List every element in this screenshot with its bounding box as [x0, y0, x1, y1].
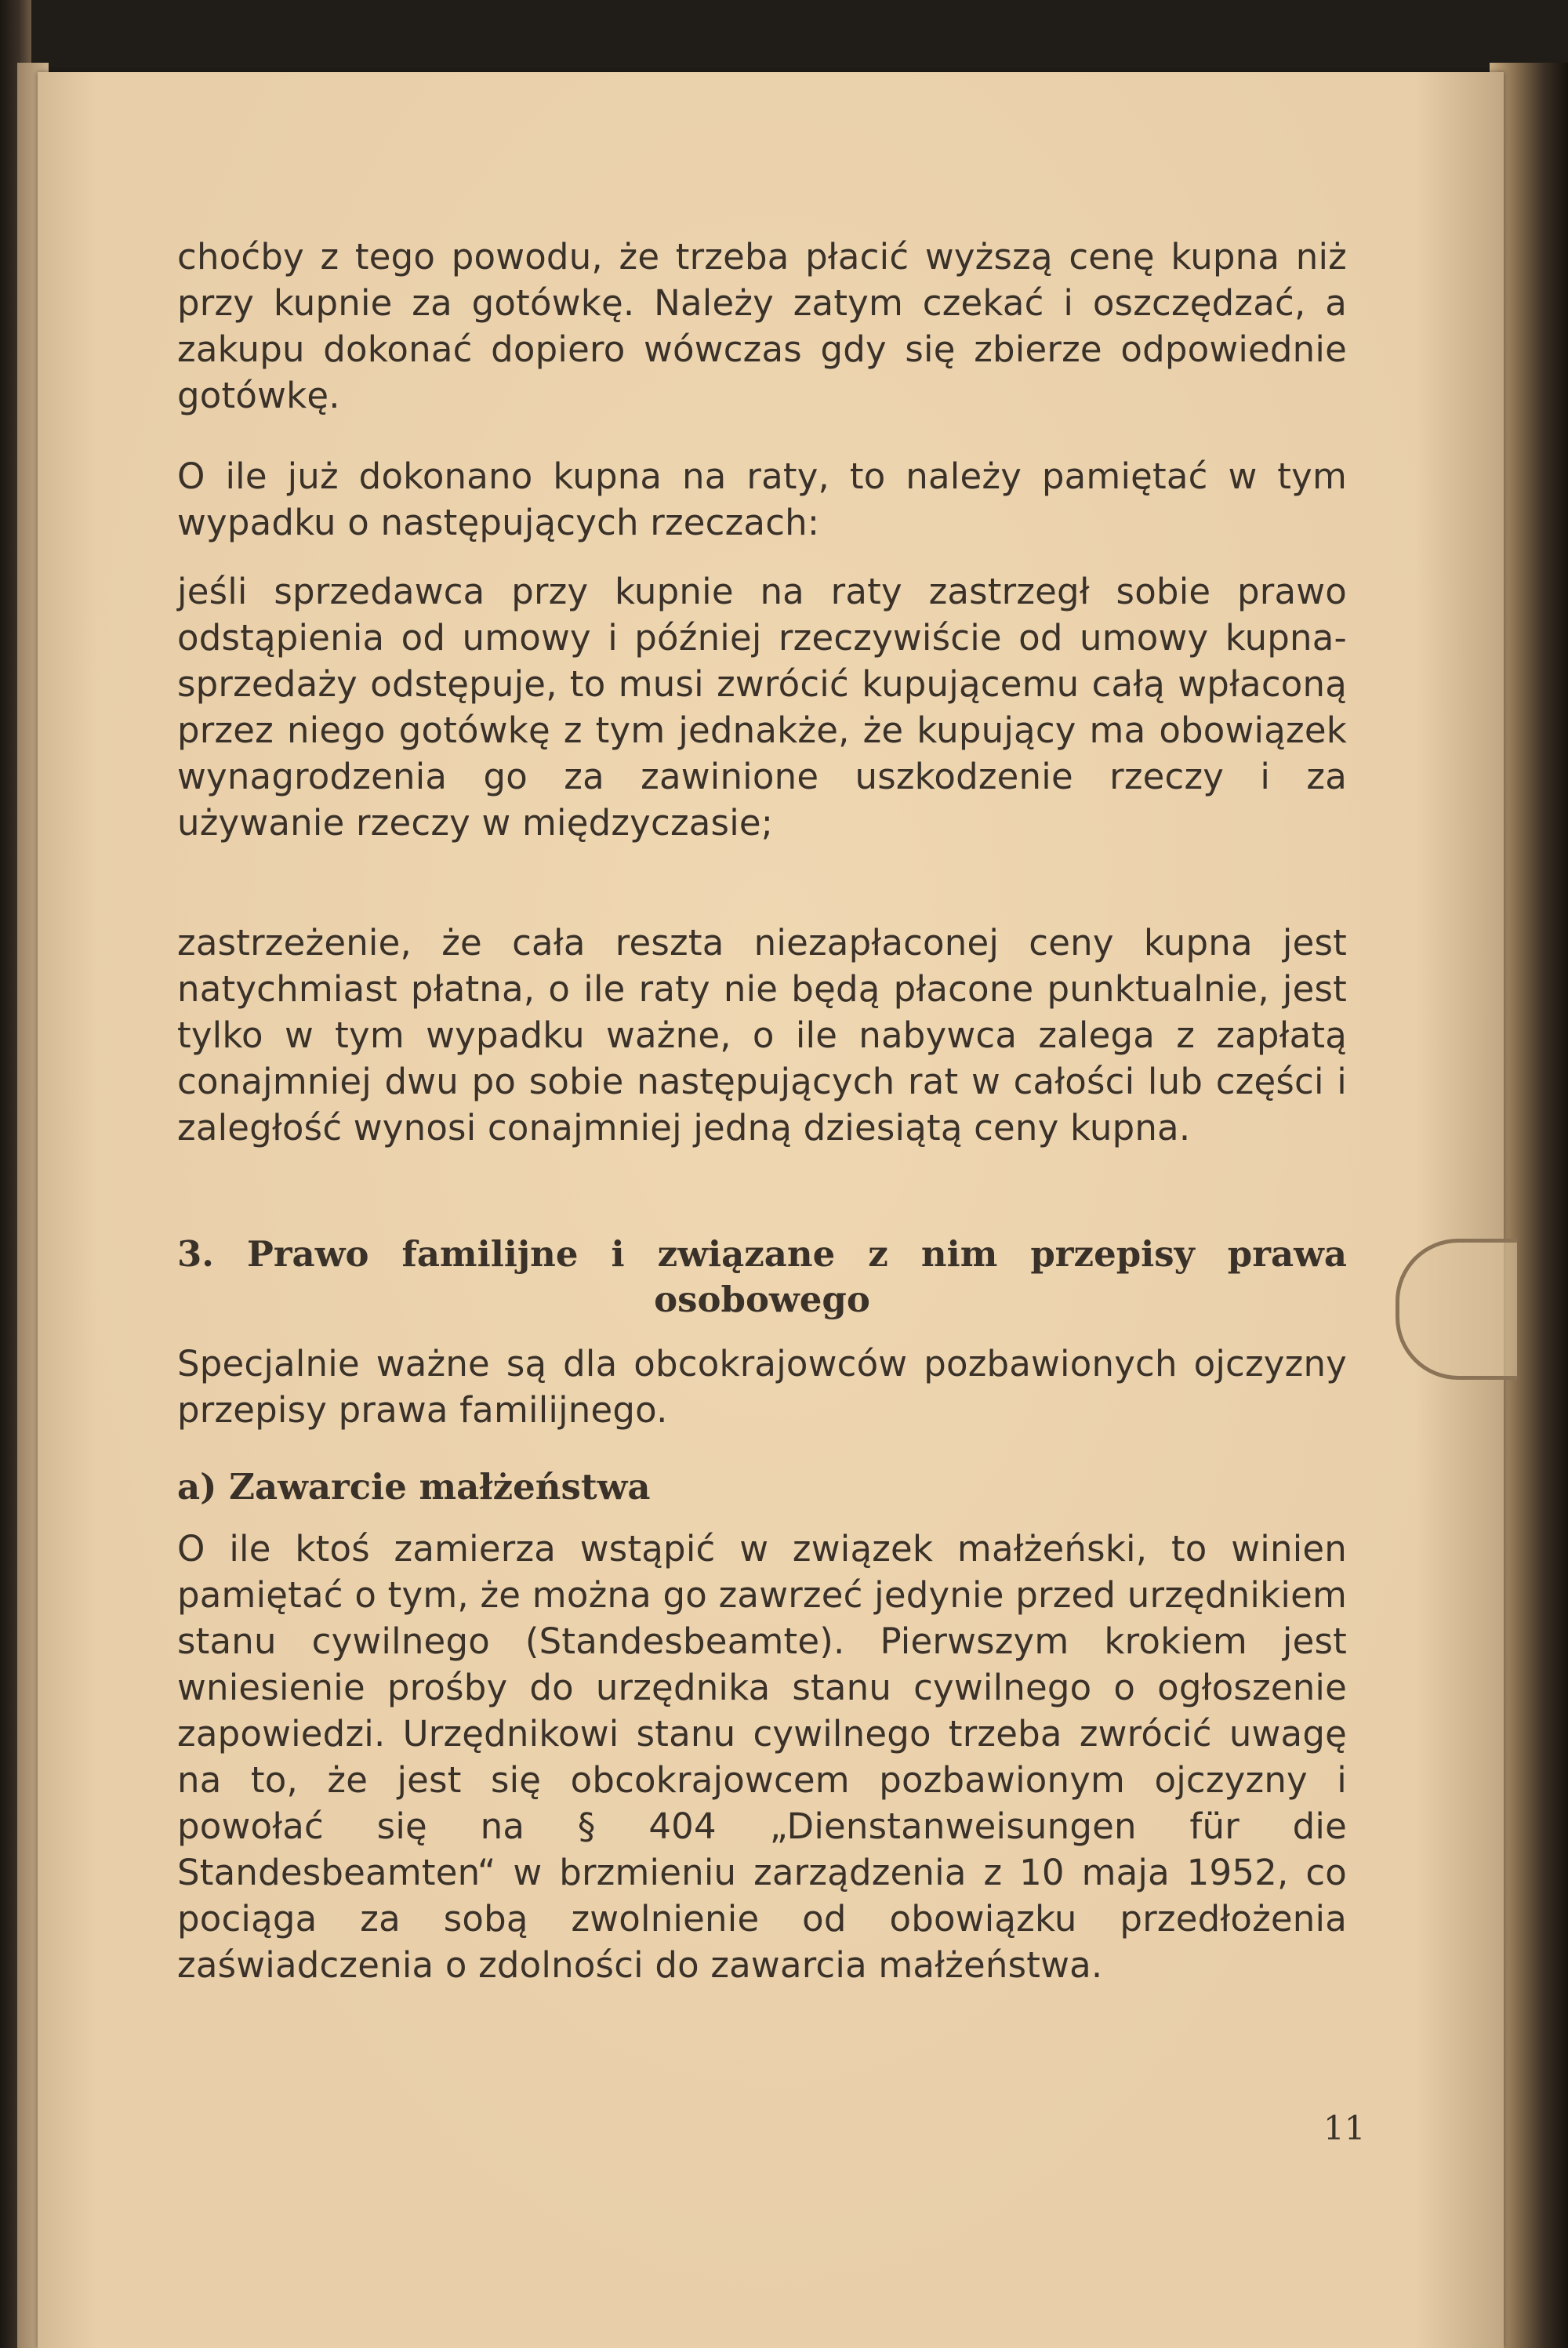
- section-3-heading: 3. Prawo familijne i związane z nim przepisy prawa: [177, 1233, 1347, 1275]
- paragraph-remaining-price: [177, 920, 1347, 1151]
- paragraph-text: O ile ktoś zamierza wstąpić w związek małżeński, to winien pamiętać o tym, że można go zawrzeć jedynie przed urzędnikiem stanu cywilnego (Standesbeamte). Pierwszym krokiem jest wniesienie prośby do urzędnika stanu cywilnego o ogłoszenie zapowiedzi. Urzędnikowi stanu cywilnego trzeba zwrócić uwagę na to, że jest się obcokrajowcem pozbawionym ojczyzny i powołać się na § 404 „Dienstanweisungen für die Standesbeamten“ w brzmieniu zarządzenia z 10 maja 1952, co pociąga za sobą zwolnienie od obowiązku przedłożenia zaświadczenia o zdolności do zawarcia małżeństwa.: [177, 1528, 1347, 1986]
- section-3-heading-continued: osobowego: [654, 1279, 870, 1320]
- paragraph-installment-intro: [177, 453, 1347, 546]
- paragraph-text: O ile już dokonano kupna na raty, to należy pamiętać w tym wypadku o następujących rzeczach:: [177, 455, 1347, 543]
- paragraph-text: Specjalnie ważne są dla obcokrajowców pozbawionych ojczyzny przepisy prawa familijnego.: [177, 1343, 1347, 1431]
- paragraph-text: zastrzeżenie, że cała reszta niezapłaconej ceny kupna jest natychmiast płatna, o ile raty nie będą płacone punktualnie, jest tylko w tym wypadku ważne, o ile nabywca zalega z zapłatą conajmniej dwu po sobie następujących rat w całości lub części i zaległość wynosi conajmniej jedną dziesiątą ceny kupna.: [177, 922, 1347, 1149]
- subsection-a-heading: a) Zawarcie małżeństwa: [177, 1466, 651, 1508]
- paragraph-withdrawal-right: [177, 568, 1347, 846]
- paragraph-text: choćby z tego powodu, że trzeba płacić wyższą cenę kupna niż przy kupnie za gotówkę. Należy zatym czekać i oszczędzać, a zakupu dokonać dopiero wówczas gdy się zbierze odpowiednie gotówkę.: [177, 236, 1347, 416]
- page-number: 11: [1323, 2109, 1366, 2147]
- bookmark-clip: [1396, 1239, 1517, 1380]
- paragraph-text: jeśli sprzedawca przy kupnie na raty zastrzegł sobie prawo odstąpienia od umowy i później rzeczywiście od umowy kupna-sprzedaży odstępuje, to musi zwrócić kupującemu całą wpłaconą przez niego gotówkę z tym jednakże, że kupujący ma obowiązek wynagrodzenia go za zawinione uszkodzenie rzeczy i za używanie rzeczy w międzyczasie;: [177, 571, 1347, 844]
- paragraph-cash-purchase: [177, 234, 1347, 419]
- paragraph-family-law: [177, 1341, 1347, 1433]
- paragraph-marriage: [177, 1526, 1347, 1988]
